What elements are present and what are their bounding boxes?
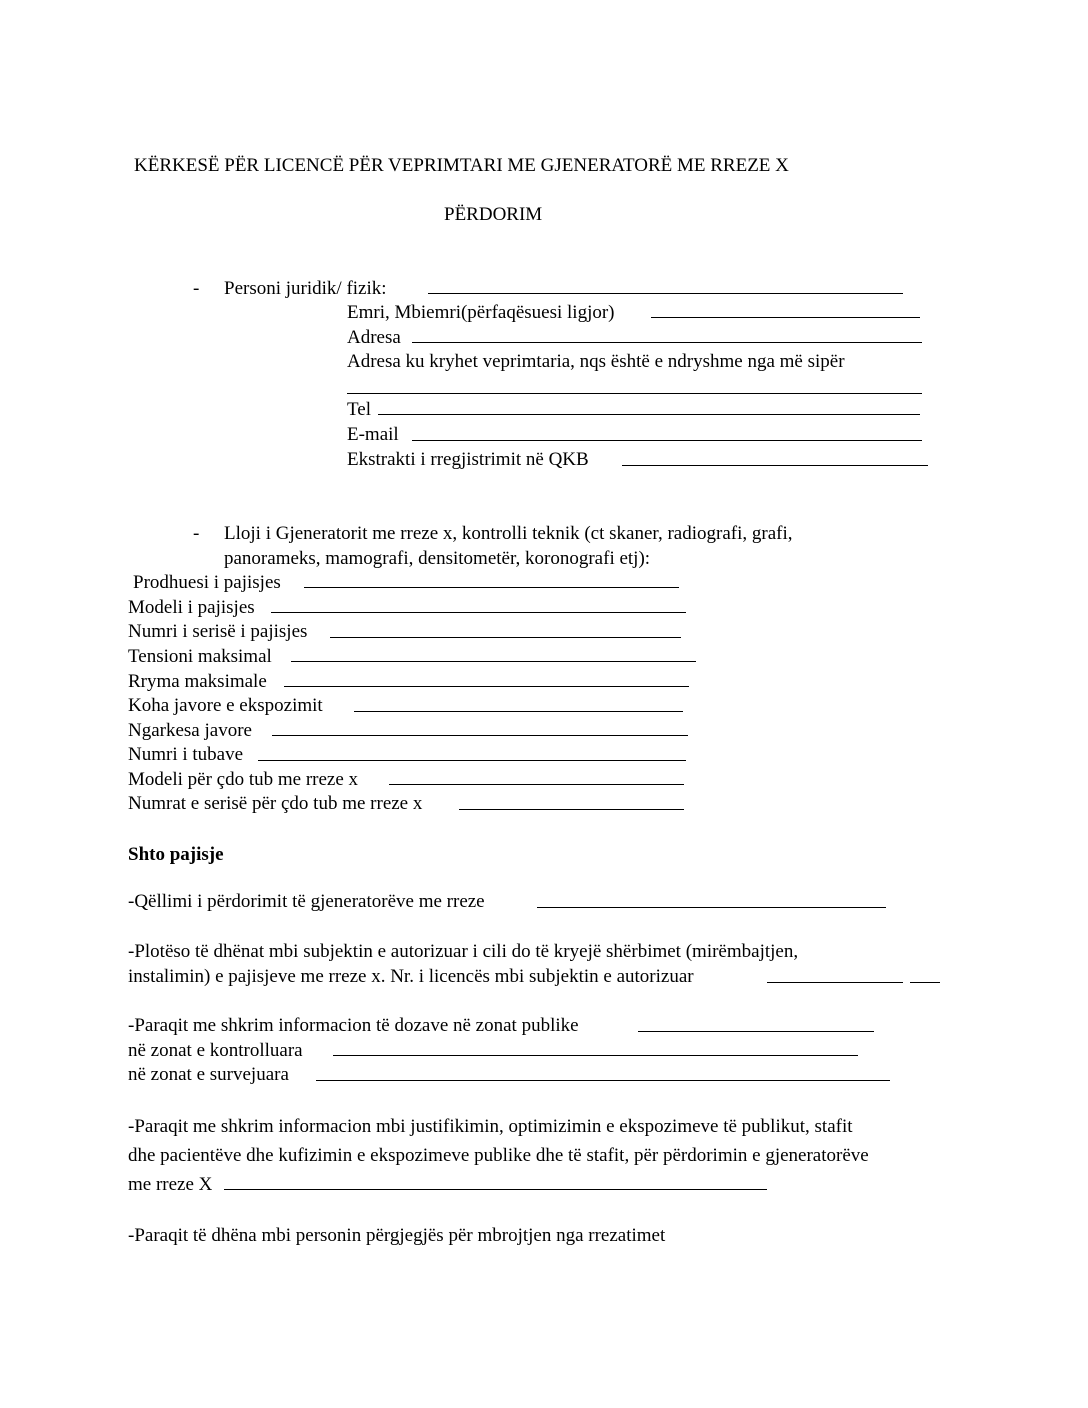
ngarkesa-label: Ngarkesa javore (128, 720, 252, 741)
tel-field[interactable] (378, 414, 920, 415)
document-subtitle: PËRDORIM (444, 204, 543, 225)
ngarkesa-field[interactable] (272, 735, 688, 736)
justification-line1: -Paraqit me shkrim informacion mbi justifikimin, optimizimin e ekspozimeve të publikut, stafit (128, 1116, 853, 1137)
emri-label: Emri, Mbiemri(përfaqësuesi ligjor) (347, 302, 615, 323)
email-label: E-mail (347, 424, 399, 445)
bullet-dash: - (193, 523, 200, 544)
numrat-serise-field[interactable] (459, 809, 684, 810)
lloji-text-line1: Lloji i Gjeneratorit me rreze x, kontrolli teknik (ct skaner, radiografi, grafi, (224, 523, 793, 544)
licence-number-field[interactable] (767, 982, 903, 983)
ekstrakti-label: Ekstrakti i rregjistrimit në QKB (347, 449, 589, 470)
justification-line3: me rreze X (128, 1174, 213, 1195)
doses-public-field[interactable] (638, 1031, 874, 1032)
authorized-text-line1: -Plotëso të dhënat mbi subjektin e autorizuar i cili do të kryejë shërbimet (mirëmbajtjen, (128, 941, 799, 962)
responsible-person-label: -Paraqit të dhëna mbi personin përgjegjës për mbrojtjen nga rrezatimet (128, 1225, 666, 1246)
lloji-text-line2: panorameks, mamografi, densitometër, koronografi etj): (224, 548, 651, 569)
doses-public-label: -Paraqit me shkrim informacion të dozave në zonat publike (128, 1015, 579, 1036)
rryma-field[interactable] (284, 686, 689, 687)
prodhuesi-label: Prodhuesi i pajisjes (133, 572, 281, 593)
email-field[interactable] (412, 440, 922, 441)
doses-surveyed-field[interactable] (316, 1080, 890, 1081)
tensioni-label: Tensioni maksimal (128, 646, 272, 667)
authorized-text-line2: instalimin) e pajisjeve me rreze x. Nr. i licencës mbi subjektin e autorizuar (128, 966, 694, 987)
koha-label: Koha javore e ekspozimit (128, 695, 323, 716)
numri-tubave-field[interactable] (258, 760, 686, 761)
numrat-serise-label: Numrat e serisë për çdo tub me rreze x (128, 793, 423, 814)
personi-label: Personi juridik/ fizik: (224, 278, 387, 299)
numri-serise-field[interactable] (330, 637, 681, 638)
modeli-tub-field[interactable] (389, 784, 684, 785)
personi-field[interactable] (428, 293, 903, 294)
licence-number-field-extra[interactable] (910, 982, 940, 983)
adresa-ku-label: Adresa ku kryhet veprimtaria, nqs është e ndryshme nga më sipër (347, 351, 845, 372)
bullet-dash: - (193, 278, 200, 299)
adresa-ku-field[interactable] (347, 393, 922, 394)
emri-field[interactable] (651, 317, 920, 318)
justification-line2: dhe pacientëve dhe kufizimin e ekspozimeve publike dhe të stafit, për përdorimin e gjeneratorëve (128, 1145, 869, 1166)
numri-tubave-label: Numri i tubave (128, 744, 244, 765)
doses-controlled-label: në zonat e kontrolluara (128, 1040, 303, 1061)
modeli-label: Modeli i pajisjes (128, 597, 255, 618)
adresa-label: Adresa (347, 327, 401, 348)
purpose-field[interactable] (537, 907, 886, 908)
ekstrakti-field[interactable] (622, 465, 928, 466)
doses-controlled-field[interactable] (333, 1055, 858, 1056)
add-device-link[interactable]: Shto pajisje (128, 844, 224, 865)
adresa-field[interactable] (412, 342, 922, 343)
tel-label: Tel (347, 399, 371, 420)
tensioni-field[interactable] (291, 661, 696, 662)
rryma-label: Rryma maksimale (128, 671, 267, 692)
document-title: KËRKESË PËR LICENCË PËR VEPRIMTARI ME GJENERATORË ME RREZE X (134, 155, 789, 176)
modeli-tub-label: Modeli për çdo tub me rreze x (128, 769, 359, 790)
doses-surveyed-label: në zonat e survejuara (128, 1064, 289, 1085)
purpose-label: -Qëllimi i përdorimit të gjeneratorëve me rreze (128, 891, 485, 912)
koha-field[interactable] (354, 711, 683, 712)
prodhuesi-field[interactable] (304, 587, 679, 588)
numri-serise-label: Numri i serisë i pajisjes (128, 621, 308, 642)
modeli-field[interactable] (271, 612, 686, 613)
justification-field[interactable] (224, 1189, 767, 1190)
